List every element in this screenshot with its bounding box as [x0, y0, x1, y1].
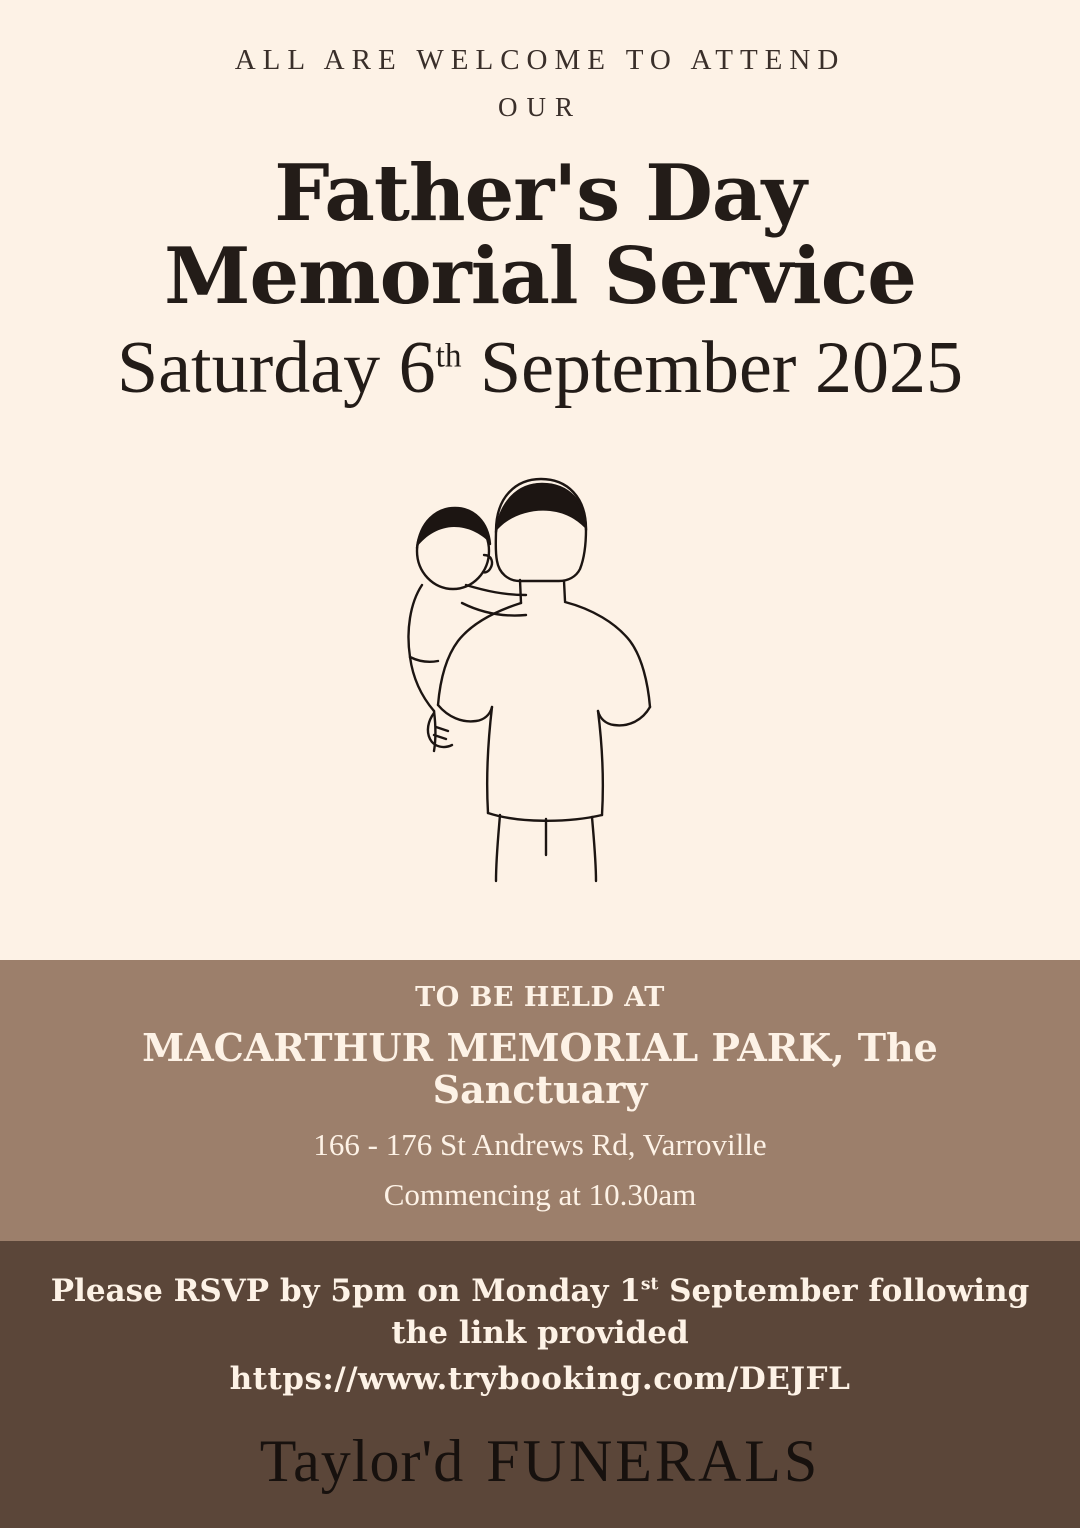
logo-wordmark	[259, 1427, 821, 1494]
event-date	[0, 327, 1080, 410]
title-line-2: Memorial Service	[164, 231, 916, 322]
rsvp-date-ordinal: st	[640, 1274, 659, 1295]
father-holding-child-icon	[400, 435, 680, 885]
logo-word-1: Taylor'd	[259, 1427, 465, 1494]
eyebrow-line-1: ALL ARE WELCOME TO ATTEND	[234, 44, 846, 76]
title-line-1: Father's Day	[274, 147, 806, 239]
held-at-label: TO BE HELD AT	[415, 982, 665, 1013]
venue-address: 166 - 176 St Andrews Rd, Varroville	[313, 1126, 767, 1162]
rsvp-section	[0, 1241, 1080, 1528]
venue-section	[0, 960, 1080, 1241]
eyebrow-text	[0, 38, 1080, 129]
company-logo	[48, 1427, 1032, 1494]
rsvp-text-part-2: September following the link provided	[391, 1273, 1030, 1352]
rsvp-instructions	[48, 1271, 1032, 1355]
event-date-suffix: September 2025	[461, 327, 963, 410]
venue-time: Commencing at 10.30am	[383, 1176, 697, 1212]
event-date-prefix: Saturday 6	[117, 327, 436, 410]
logo-word-2: FUNERALS	[486, 1427, 821, 1494]
event-date-ordinal: th	[435, 337, 462, 375]
father-and-child-illustration	[0, 435, 1080, 885]
rsvp-booking-link[interactable]: https://www.trybooking.com/DEJFL	[229, 1360, 851, 1397]
eyebrow-line-2: OUR	[497, 91, 582, 122]
venue-name: MACARTHUR MEMORIAL PARK, The Sanctuary	[142, 1025, 938, 1112]
rsvp-text-part-1: Please RSVP by 5pm on Monday 1	[50, 1273, 641, 1310]
page-title	[0, 147, 1080, 322]
